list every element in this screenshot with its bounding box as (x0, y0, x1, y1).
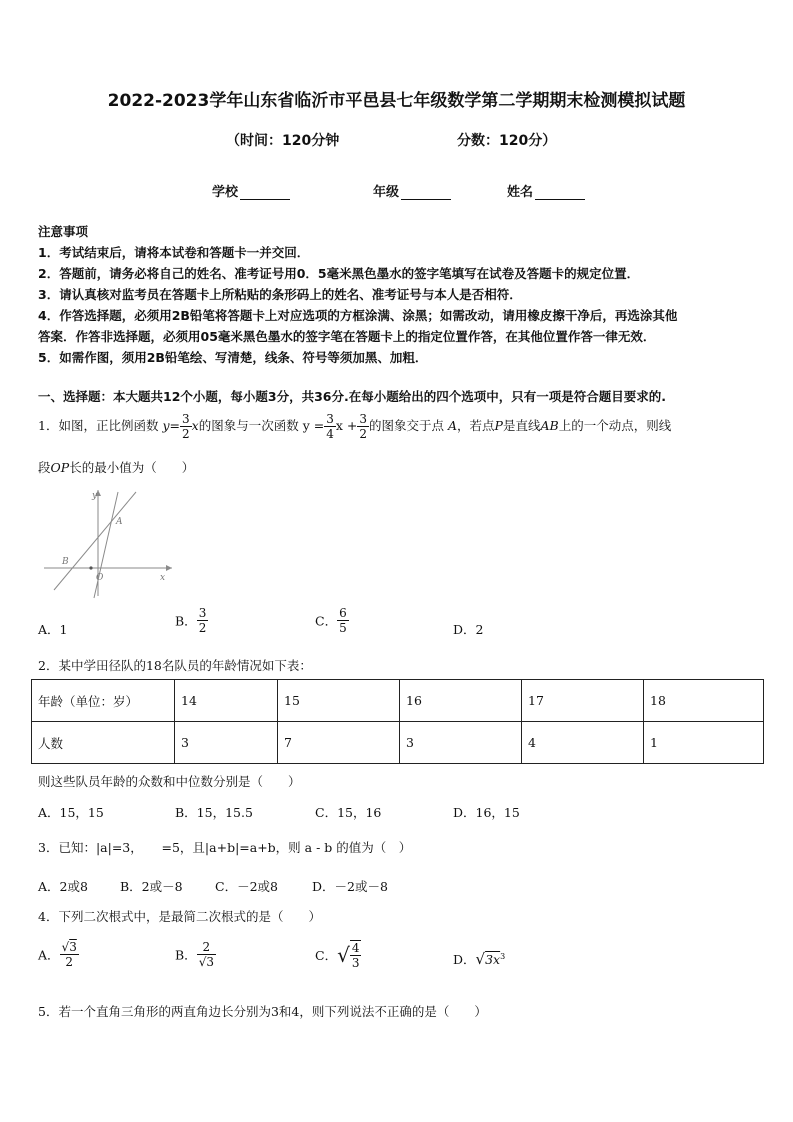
table-cell: 15 (278, 680, 400, 722)
q2-option-c: C．15，16 (315, 805, 382, 820)
name-field (507, 181, 585, 200)
x-axis-label: x (160, 573, 166, 583)
age-table (31, 679, 764, 764)
q1-option-c: C． $\frac{6}{5}$ (315, 606, 347, 635)
q3-option-b: B．2或－8 (120, 879, 183, 894)
question-5: 5．若一个直角三角形的两直角边长分别为3和4，则下列说法不正确的是（ ） (38, 1004, 487, 1019)
table-cell: 年龄（单位：岁） (32, 680, 175, 722)
table-cell: 7 (278, 722, 400, 764)
notice-item: 答案．作答非选择题，必须用05毫米黑色墨水的签字笔在答题卡上的指定位置作答，在其他位置作答一律无效． (38, 329, 656, 344)
notice-item: 3．请认真核对监考员在答题卡上所粘贴的条形码上的姓名、准考证号与本人是否相符． (38, 287, 522, 302)
grade-blank (401, 185, 451, 200)
point-B (89, 566, 92, 569)
notice-item: 5．如需作图，须用2B铅笔绘、写清楚，线条、符号等须加黑、加粗． (38, 350, 428, 365)
q4-option-c: C．√ $\frac{4}{3}$ (315, 941, 360, 970)
question-1-line2: 段OP长的最小值为（ ） (38, 460, 195, 475)
q4-option-d: D．$√3x^3$ (453, 950, 506, 968)
exam-time: （时间：120分钟 (226, 133, 340, 149)
point-B-label: B (62, 557, 69, 567)
point-A-label: A (116, 517, 123, 527)
q2-option-b: B．15，15.5 (175, 805, 253, 820)
school-field (212, 181, 290, 200)
fraction: $\frac{3}{4}$ (326, 412, 334, 441)
name-label: 姓名 (507, 185, 534, 200)
table-cell: 1 (644, 722, 764, 764)
q4-option-b: B． $\frac{2}{√3}$ (175, 940, 214, 969)
page-title: 2022-2023学年山东省临沂市平邑县七年级数学第二学期期末检测模拟试题 (107, 91, 686, 111)
notice-item: 1．考试结束后，请将本试卷和答题卡一并交回． (38, 245, 310, 260)
table-cell: 17 (522, 680, 644, 722)
grade-field (373, 181, 451, 200)
q1-option-b: B． $\frac{3}{2}$ (175, 606, 207, 635)
section-heading: 一、选择题：本大题共12个小题，每小题3分，共36分.在每小题给出的四个选项中，只有一项是符合题目要求的. (38, 389, 666, 404)
y-axis-label: y (92, 491, 98, 501)
table-cell: 18 (644, 680, 764, 722)
table-cell: 4 (522, 722, 644, 764)
q1-option-a: A．1 (38, 622, 68, 637)
question-3: 3．已知：|a|=3， =5，且|a+b|=a+b，则 a - b 的值为（ ） (38, 840, 412, 855)
table-row (32, 722, 764, 764)
school-blank (240, 185, 290, 200)
question-4: 4．下列二次根式中，是最简二次根式的是（ ） (38, 909, 321, 924)
table-row (32, 680, 764, 722)
table-cell: 人数 (32, 722, 175, 764)
table-cell: 14 (175, 680, 278, 722)
q2-option-d: D．16，15 (453, 805, 520, 820)
line-linear (54, 492, 136, 590)
notice-item: 4．作答选择题，必须用2B铅笔将答题卡上对应选项的方框涂满、涂黑；如需改动，请用橡皮擦干净后，再选涂其他 (38, 308, 678, 323)
school-label: 学校 (212, 185, 239, 200)
notice-item: 2．答题前，请务必将自己的姓名、准考证号用0．5毫米黑色墨水的签字笔填写在试卷及答题卡的规定位置． (38, 266, 640, 281)
q2-option-a: A．15，15 (38, 805, 104, 820)
q3-option-d: D．－2或－8 (312, 879, 388, 894)
notice-heading: 注意事项 (38, 224, 89, 239)
question-2-prompt: 则这些队员年龄的众数和中位数分别是（ ） (38, 774, 301, 789)
x-axis-arrow (166, 565, 172, 571)
table-cell: 16 (400, 680, 522, 722)
q1-figure (40, 486, 180, 601)
table-cell: 3 (400, 722, 522, 764)
question-1: 1．如图，正比例函数 y= $\frac{3}{2}$ x的图象与一次函数 y = $\frac{3}{4}$ x + $\frac{3}{2}$ 的图象交于点 A，若点P是直线AB上的一个动点，则线 (38, 412, 672, 441)
grade-label: 年级 (373, 185, 400, 200)
fraction: $\frac{3}{2}$ (359, 412, 367, 441)
fraction: $\frac{3}{2}$ (182, 412, 190, 441)
table-cell: 3 (175, 722, 278, 764)
question-2: 2．某中学田径队的18名队员的年龄情况如下表： (38, 658, 312, 673)
name-blank (535, 185, 585, 200)
q1-option-d: D．2 (453, 622, 484, 637)
q3-option-c: C．－2或8 (215, 879, 278, 894)
q3-option-a: A．2或8 (38, 879, 88, 894)
q4-option-a: A． $\frac{√3}{2}$ (38, 940, 77, 969)
exam-score: 分数：120分） (457, 133, 557, 149)
origin-label: O (96, 573, 104, 583)
